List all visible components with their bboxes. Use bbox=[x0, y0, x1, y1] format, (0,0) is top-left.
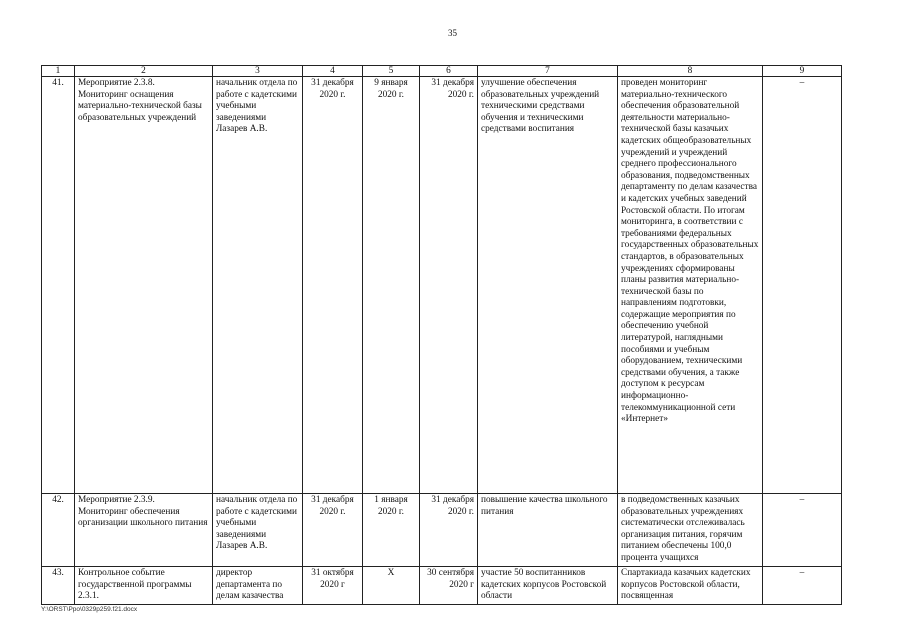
page-number: 35 bbox=[448, 28, 457, 38]
header-cell: 7 bbox=[478, 66, 618, 77]
plan-date-cell: 31 декабря 2020 г. bbox=[303, 77, 363, 494]
header-cell: 2 bbox=[75, 66, 213, 77]
actual-result-cell: Спартакиада казачьих кадетских корпусов Ростовской области, посвященная bbox=[618, 567, 763, 605]
note-cell: – bbox=[763, 77, 842, 494]
event-cell: Контрольное событие государственной программы 2.3.1. bbox=[75, 567, 213, 605]
start-date-cell: 9 января 2020 г. bbox=[363, 77, 420, 494]
actual-result-cell: проведен мониторинг материально-технического обеспечения образовательной деятельности материально-технической базы казачьих кадетских общеобразовательных учреждений и учреждений среднего профессионального образования, подведомственных департаменту по делам казачества и кадетских учебных заведений Ростовской области. По итогам мониторинга, в соответствии с требованиями федеральных государственных образовательных стандартов, в образовательных учреждениях сформированы планы развития материально-технической базы по направлениям подготовки, содержащие мероприятия по обеспечению учебной литературой, наглядными пособиями и учебным оборудованием, техническими средствами обучения, а также доступом к ресурсам информационно-телекоммуникационной сети «Интернет» bbox=[618, 77, 763, 494]
note-cell: – bbox=[763, 567, 842, 605]
row-number: 41. bbox=[42, 77, 75, 494]
end-date-cell: 31 декабря 2020 г. bbox=[420, 494, 478, 567]
header-cell: 3 bbox=[213, 66, 303, 77]
header-cell: 9 bbox=[763, 66, 842, 77]
event-cell: Мероприятие 2.3.9. Мониторинг обеспечения организации школьного питания bbox=[75, 494, 213, 567]
table-row bbox=[42, 567, 842, 605]
header-cell: 4 bbox=[303, 66, 363, 77]
expected-result-cell: улучшение обеспечения образовательных учреждений техническими средствами обучения и техническими средствами воспитания bbox=[478, 77, 618, 494]
row-number: 43. bbox=[42, 567, 75, 605]
responsible-cell: директор департамента по делам казачества bbox=[213, 567, 303, 605]
plan-date-cell: 31 декабря 2020 г. bbox=[303, 494, 363, 567]
end-date-cell: 30 сентября 2020 г bbox=[420, 567, 478, 605]
start-date-cell: 1 января 2020 г. bbox=[363, 494, 420, 567]
actual-result-cell: в подведомственных казачьих образовательных учреждениях систематически отслеживалась организация питания, горячим питанием обеспечены 100,0 процента учащихся bbox=[618, 494, 763, 567]
header-row bbox=[42, 66, 842, 77]
table-row bbox=[42, 77, 842, 494]
expected-result-cell: участие 50 воспитанников кадетских корпусов Ростовской области bbox=[478, 567, 618, 605]
header-cell: 5 bbox=[363, 66, 420, 77]
expected-result-cell: повышение качества школьного питания bbox=[478, 494, 618, 567]
event-cell: Мероприятие 2.3.8. Мониторинг оснащения материально-технической базы образовательных учреждений bbox=[75, 77, 213, 494]
row-number: 42. bbox=[42, 494, 75, 567]
table-row bbox=[42, 494, 842, 567]
responsible-cell: начальник отдела по работе с кадетскими учебными заведениями Лазарев А.В. bbox=[213, 77, 303, 494]
file-path-footer: Y:\ORST\Ppo\0329p259.f21.docx bbox=[41, 606, 138, 613]
responsible-cell: начальник отдела по работе с кадетскими учебными заведениями Лазарев А.В. bbox=[213, 494, 303, 567]
start-date-cell: Х bbox=[363, 567, 420, 605]
report-table bbox=[41, 65, 842, 605]
end-date-cell: 31 декабря 2020 г. bbox=[420, 77, 478, 494]
note-cell: – bbox=[763, 494, 842, 567]
header-cell: 8 bbox=[618, 66, 763, 77]
header-cell: 6 bbox=[420, 66, 478, 77]
header-cell: 1 bbox=[42, 66, 75, 77]
plan-date-cell: 31 октября 2020 г bbox=[303, 567, 363, 605]
